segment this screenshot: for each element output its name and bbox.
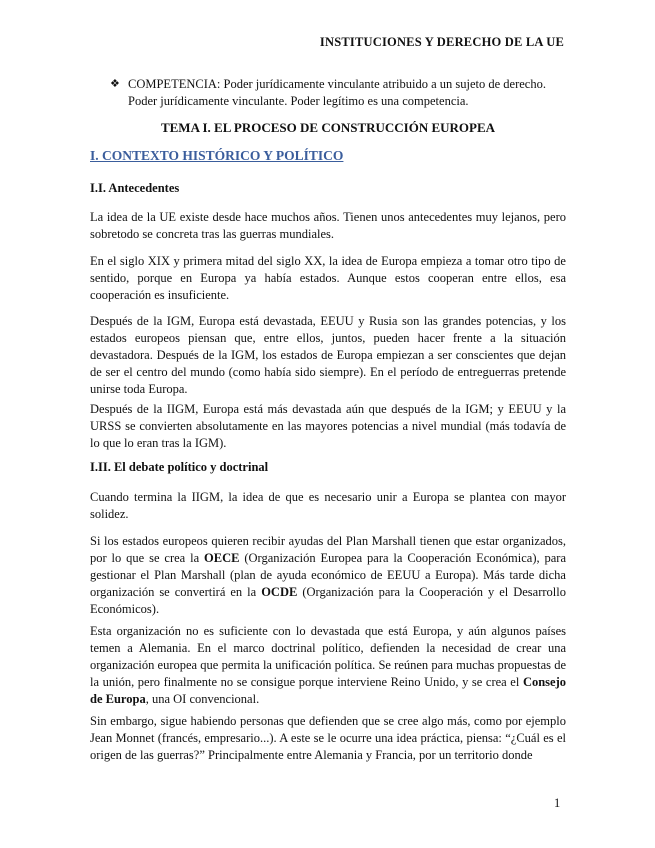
consejo-europa-term: Consejo de Europa: [90, 675, 566, 706]
competencia-bullet: [110, 76, 572, 110]
p6-text-a: Si los estados europeos quieren recibir ayudas del Plan Marshall tienen que estar organizados, por lo que se crea la: [90, 534, 566, 565]
p7-text-c: , una OI convencional.: [145, 692, 260, 706]
p7-text-a: Esta organización no es suficiente con lo devastada que está Europa, y aún algunos países temen a Alemania. En el marco doctrinal político, defienden la necesidad de crear una organización europea que permita la unificación política. Se reúnen para muchas propuestas de la unión, pero finalmente no se consigue porque interviene Reino Unido, y se crea el: [90, 624, 566, 689]
paragraph-7: [90, 623, 566, 708]
paragraph-5: Cuando termina la IIGM, la idea de que es necesario unir a Europa se plantea con mayor solidez.: [90, 490, 566, 521]
section-heading-contexto[interactable]: I. CONTEXTO HISTÓRICO Y POLÍTICO: [90, 148, 344, 163]
paragraph-2: En el siglo XIX y primera mitad del siglo XX, la idea de Europa empieza a tomar otro tipo de sentido, porque en Europa ya había estados. Aunque estos cooperan entre ellos, esa cooperación es insuficiente.: [90, 254, 566, 302]
subheading-debate: I.II. El debate político y doctrinal: [90, 460, 269, 474]
bullet-text: COMPETENCIA: Poder jurídicamente vinculante atribuido a un sujeto de derecho. Poder jurídicamente vinculante. Poder legítimo es una competencia.: [128, 77, 546, 108]
tema-title: TEMA I. EL PROCESO DE CONSTRUCCIÓN EUROPEA: [160, 120, 496, 135]
p6-text-c: (Organización Europea para la Cooperación Económica), para gestionar el Plan Marshall (plan de ayuda económico de EEUU a Europa). Más tarde dicha organización se convertirá en la: [90, 551, 566, 599]
paragraph-1: La idea de la UE existe desde hace muchos años. Tienen unos antecedentes muy lejanos, pero sobretodo se concreta tras las guerras mundiales.: [90, 210, 566, 241]
paragraph-4: Después de la IIGM, Europa está más devastada aún que después de la IGM; y EEUU y la URSS se convierten absolutamente en las mayores potencias a nivel mundial (más todavía de lo que lo eran tras la IGM).: [90, 402, 566, 450]
page-number: 1: [554, 796, 561, 810]
p6-text-e: (Organización para la Cooperación y el Desarrollo Económicos).: [90, 585, 566, 616]
paragraph-6: [90, 533, 566, 618]
oece-term: OECE: [204, 551, 240, 565]
page-header: INSTITUCIONES Y DERECHO DE LA UE: [319, 35, 564, 49]
diamond-bullet-icon: ❖: [110, 78, 120, 90]
ocde-term: OCDE: [261, 585, 298, 599]
subheading-antecedentes: I.I. Antecedentes: [90, 181, 180, 195]
paragraph-3: Después de la IGM, Europa está devastada, EEUU y Rusia son las grandes potencias, y los estados europeos piensan que, entre ellos, juntos, pueden hacer frente a la situación devastadora. Después de la IGM, los estados de Europa empiezan a ser conscientes que dejan de ser el centro del mundo (como había sido siempre). En el período de entreguerras pretende unirse toda Europa.: [90, 314, 566, 396]
paragraph-8: Sin embargo, sigue habiendo personas que defienden que se cree algo más, como por ejemplo Jean Monnet (francés, empresario...). A este se le ocurre una idea práctica, piensa: “¿Cuál es el origen de las guerras?” Principalmente entre Alemania y Francia, por un territorio donde: [90, 714, 566, 762]
